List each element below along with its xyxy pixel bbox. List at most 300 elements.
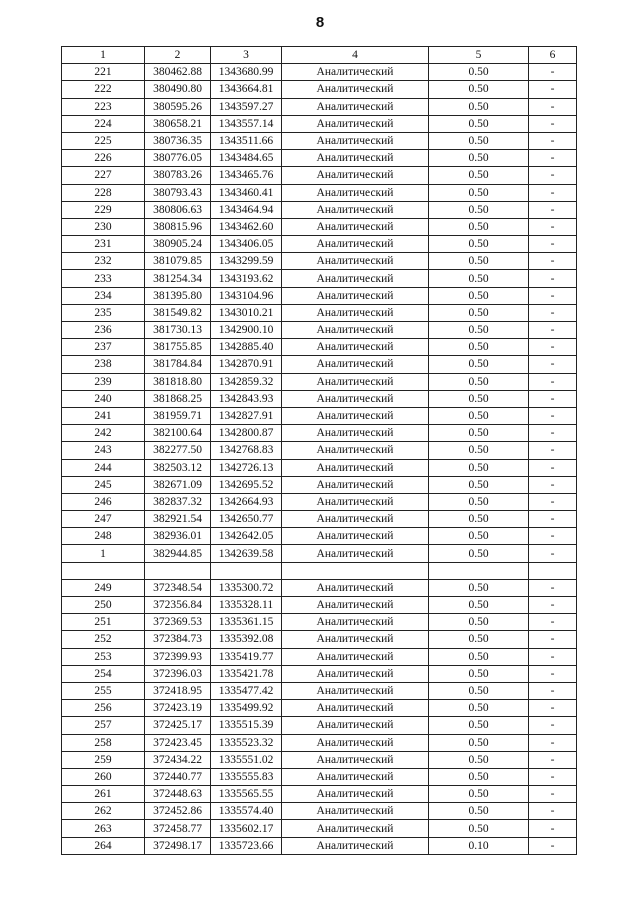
table-row: [62, 682, 577, 699]
table-cell: 1335361.15: [211, 614, 282, 631]
table-cell: 256: [62, 700, 145, 717]
table-cell: -: [529, 734, 577, 751]
table-cell: Аналитический: [282, 820, 429, 837]
table-cell: -: [529, 665, 577, 682]
table-cell: 254: [62, 665, 145, 682]
table-row: [62, 236, 577, 253]
table-cell: Аналитический: [282, 322, 429, 339]
table-cell: 260: [62, 768, 145, 785]
table-cell: 380736.35: [145, 132, 211, 149]
table-row: [62, 700, 577, 717]
table-cell: 0.50: [429, 442, 529, 459]
table-cell: 247: [62, 511, 145, 528]
table-cell: 0.50: [429, 253, 529, 270]
table-cell: -: [529, 648, 577, 665]
table-cell: -: [529, 150, 577, 167]
table-cell: -: [529, 700, 577, 717]
table-cell: 0.50: [429, 201, 529, 218]
table-cell: 1335392.08: [211, 631, 282, 648]
table-cell: 250: [62, 597, 145, 614]
table-cell: -: [529, 493, 577, 510]
table-cell: 380806.63: [145, 201, 211, 218]
table-cell: 372452.86: [145, 803, 211, 820]
table-cell: Аналитический: [282, 98, 429, 115]
table-cell: 0.50: [429, 425, 529, 442]
table-row: [62, 442, 577, 459]
table-cell: 1343597.27: [211, 98, 282, 115]
table-cell: Аналитический: [282, 201, 429, 218]
table-row: [62, 786, 577, 803]
table-row: [62, 803, 577, 820]
column-header: 3: [211, 47, 282, 64]
table-cell: 0.50: [429, 407, 529, 424]
table-cell: 0.50: [429, 167, 529, 184]
table-row: [62, 425, 577, 442]
table-cell: -: [529, 425, 577, 442]
table-cell: Аналитический: [282, 184, 429, 201]
table-cell: 0.50: [429, 64, 529, 81]
table-cell: 0.50: [429, 287, 529, 304]
table-cell: 0.50: [429, 493, 529, 510]
table-cell: -: [529, 803, 577, 820]
table-cell: 380658.21: [145, 115, 211, 132]
table-cell: 231: [62, 236, 145, 253]
table-cell: 382100.64: [145, 425, 211, 442]
page-number: 8: [315, 14, 325, 31]
table-cell: 1342900.10: [211, 322, 282, 339]
table-cell: 381959.71: [145, 407, 211, 424]
table-cell: Аналитический: [282, 115, 429, 132]
table-cell: 0.50: [429, 132, 529, 149]
table-cell: -: [529, 270, 577, 287]
table-cell: 372434.22: [145, 751, 211, 768]
table-cell: 1342827.91: [211, 407, 282, 424]
table-cell: -: [529, 339, 577, 356]
table-cell: 0.50: [429, 459, 529, 476]
table-cell: 1343464.94: [211, 201, 282, 218]
table-cell: -: [529, 132, 577, 149]
table-cell: 225: [62, 132, 145, 149]
table-cell: -: [529, 64, 577, 81]
table-cell: 1335419.77: [211, 648, 282, 665]
table-cell: 380490.80: [145, 81, 211, 98]
table-cell: 251: [62, 614, 145, 631]
table-cell: -: [529, 373, 577, 390]
table-cell: Аналитический: [282, 493, 429, 510]
table-cell: Аналитический: [282, 545, 429, 562]
table-cell: [211, 562, 282, 579]
table-row: [62, 476, 577, 493]
table-cell: Аналитический: [282, 425, 429, 442]
table-cell: 0.50: [429, 115, 529, 132]
table-cell: -: [529, 236, 577, 253]
table-cell: 1342768.83: [211, 442, 282, 459]
table-cell: 0.50: [429, 631, 529, 648]
table-cell: 0.50: [429, 304, 529, 321]
table-cell: 1343193.62: [211, 270, 282, 287]
table-cell: 1335421.78: [211, 665, 282, 682]
table-cell: 1343406.05: [211, 236, 282, 253]
table-cell: Аналитический: [282, 407, 429, 424]
table-cell: 1343462.60: [211, 218, 282, 235]
table-cell: 382944.85: [145, 545, 211, 562]
table-cell: 248: [62, 528, 145, 545]
table-cell: 224: [62, 115, 145, 132]
table-cell: -: [529, 786, 577, 803]
table-cell: 0.50: [429, 150, 529, 167]
table-cell: -: [529, 407, 577, 424]
table-cell: 237: [62, 339, 145, 356]
column-header: 6: [529, 47, 577, 64]
table-row: [62, 493, 577, 510]
table-cell: Аналитический: [282, 786, 429, 803]
table-cell: 380793.43: [145, 184, 211, 201]
table-row: [62, 339, 577, 356]
table-cell: 0.50: [429, 81, 529, 98]
table-row: [62, 631, 577, 648]
table-cell: 1342870.91: [211, 356, 282, 373]
table-cell: Аналитический: [282, 734, 429, 751]
table-cell: -: [529, 511, 577, 528]
table-row: [62, 98, 577, 115]
table-cell: 382671.09: [145, 476, 211, 493]
table-cell: 263: [62, 820, 145, 837]
table-cell: 372423.45: [145, 734, 211, 751]
table-cell: 223: [62, 98, 145, 115]
table-row: [62, 511, 577, 528]
table-cell: -: [529, 287, 577, 304]
table-cell: Аналитический: [282, 64, 429, 81]
table-cell: 381730.13: [145, 322, 211, 339]
table-cell: 1335328.11: [211, 597, 282, 614]
table-cell: 252: [62, 631, 145, 648]
table-row: [62, 64, 577, 81]
table-cell: 0.50: [429, 614, 529, 631]
table-cell: -: [529, 459, 577, 476]
table-cell: 372384.73: [145, 631, 211, 648]
table-cell: 1342642.05: [211, 528, 282, 545]
table-cell: 240: [62, 390, 145, 407]
coordinates-table: [61, 46, 577, 855]
table-cell: 1342800.87: [211, 425, 282, 442]
table-row: [62, 665, 577, 682]
table-cell: -: [529, 201, 577, 218]
table-row: [62, 614, 577, 631]
table-row: [62, 287, 577, 304]
table-cell: Аналитический: [282, 150, 429, 167]
column-header: 5: [429, 47, 529, 64]
table-cell: 382277.50: [145, 442, 211, 459]
table-cell: 0.50: [429, 734, 529, 751]
table-cell: 381395.80: [145, 287, 211, 304]
table-cell: Аналитический: [282, 682, 429, 699]
table-cell: 0.50: [429, 665, 529, 682]
table-cell: Аналитический: [282, 253, 429, 270]
table-cell: -: [529, 253, 577, 270]
table-cell: 0.50: [429, 528, 529, 545]
column-header: 4: [282, 47, 429, 64]
table-cell: Аналитический: [282, 803, 429, 820]
table-cell: 1335300.72: [211, 579, 282, 596]
table-cell: 372396.03: [145, 665, 211, 682]
table-cell: Аналитический: [282, 459, 429, 476]
table-cell: -: [529, 837, 577, 854]
table-cell: 0.50: [429, 98, 529, 115]
table-cell: Аналитический: [282, 373, 429, 390]
table-cell: 1343557.14: [211, 115, 282, 132]
table-cell: 1335723.66: [211, 837, 282, 854]
table-cell: Аналитический: [282, 304, 429, 321]
table-cell: 381784.84: [145, 356, 211, 373]
table-cell: 1342695.52: [211, 476, 282, 493]
table-cell: 239: [62, 373, 145, 390]
table-cell: 372348.54: [145, 579, 211, 596]
table-cell: 1343680.99: [211, 64, 282, 81]
table-cell: [529, 562, 577, 579]
table-cell: 236: [62, 322, 145, 339]
table-cell: 0.50: [429, 820, 529, 837]
table-cell: 382921.54: [145, 511, 211, 528]
table-row: [62, 81, 577, 98]
table-cell: 221: [62, 64, 145, 81]
table-cell: 381818.80: [145, 373, 211, 390]
table-cell: 1342726.13: [211, 459, 282, 476]
table-cell: 372440.77: [145, 768, 211, 785]
table-cell: -: [529, 545, 577, 562]
table-body: [62, 64, 577, 855]
table-row: [62, 270, 577, 287]
table-row: [62, 132, 577, 149]
table-cell: 257: [62, 717, 145, 734]
table-cell: 246: [62, 493, 145, 510]
table-cell: 382936.01: [145, 528, 211, 545]
table-cell: -: [529, 476, 577, 493]
table-cell: 382837.32: [145, 493, 211, 510]
table-cell: 238: [62, 356, 145, 373]
table-cell: 1342885.40: [211, 339, 282, 356]
table-cell: 380462.88: [145, 64, 211, 81]
table-cell: 245: [62, 476, 145, 493]
table-cell: 372356.84: [145, 597, 211, 614]
table-cell: 0.50: [429, 751, 529, 768]
table-cell: 380905.24: [145, 236, 211, 253]
table-cell: 1342639.58: [211, 545, 282, 562]
table-cell: -: [529, 356, 577, 373]
table-cell: Аналитический: [282, 442, 429, 459]
table-cell: 228: [62, 184, 145, 201]
table-row: [62, 167, 577, 184]
table-cell: 0.50: [429, 803, 529, 820]
table-row: [62, 562, 577, 579]
table-cell: 0.50: [429, 700, 529, 717]
table-row: [62, 322, 577, 339]
table-row: [62, 597, 577, 614]
table-cell: 1343465.76: [211, 167, 282, 184]
table-cell: 227: [62, 167, 145, 184]
table-cell: 0.50: [429, 339, 529, 356]
table-cell: -: [529, 528, 577, 545]
table-cell: 243: [62, 442, 145, 459]
table-cell: 0.50: [429, 648, 529, 665]
table-cell: 1343484.65: [211, 150, 282, 167]
table-cell: 1335477.42: [211, 682, 282, 699]
table-cell: -: [529, 682, 577, 699]
table-cell: 0.50: [429, 545, 529, 562]
table-row: [62, 734, 577, 751]
table-row: [62, 768, 577, 785]
table-cell: Аналитический: [282, 700, 429, 717]
table-cell: 0.50: [429, 322, 529, 339]
table-cell: Аналитический: [282, 631, 429, 648]
table-cell: 372425.17: [145, 717, 211, 734]
table-cell: -: [529, 322, 577, 339]
table-cell: 372399.93: [145, 648, 211, 665]
table-cell: 380815.96: [145, 218, 211, 235]
table-cell: 1343511.66: [211, 132, 282, 149]
table-cell: Аналитический: [282, 218, 429, 235]
table-cell: -: [529, 579, 577, 596]
table-cell: Аналитический: [282, 236, 429, 253]
table-cell: -: [529, 304, 577, 321]
table-cell: 1335602.17: [211, 820, 282, 837]
table-cell: 258: [62, 734, 145, 751]
table-cell: 1335551.02: [211, 751, 282, 768]
table-row: [62, 115, 577, 132]
table-cell: [62, 562, 145, 579]
table-cell: 380595.26: [145, 98, 211, 115]
table-cell: 1335555.83: [211, 768, 282, 785]
table-cell: Аналитический: [282, 837, 429, 854]
table-cell: 381254.34: [145, 270, 211, 287]
table-cell: 0.50: [429, 356, 529, 373]
table-cell: 1343460.41: [211, 184, 282, 201]
table-row: [62, 356, 577, 373]
table-cell: Аналитический: [282, 132, 429, 149]
table-cell: 0.50: [429, 786, 529, 803]
table-cell: -: [529, 614, 577, 631]
table-row: [62, 751, 577, 768]
table-cell: 372369.53: [145, 614, 211, 631]
table-row: [62, 837, 577, 854]
table-row: [62, 150, 577, 167]
table-cell: -: [529, 81, 577, 98]
table-cell: 1342650.77: [211, 511, 282, 528]
table-cell: 0.50: [429, 390, 529, 407]
table-row: [62, 373, 577, 390]
table-cell: 0.10: [429, 837, 529, 854]
table-cell: -: [529, 820, 577, 837]
table-row: [62, 459, 577, 476]
table-cell: 241: [62, 407, 145, 424]
table-cell: 232: [62, 253, 145, 270]
table-cell: -: [529, 390, 577, 407]
table-row: [62, 253, 577, 270]
table-header-row: [62, 47, 577, 64]
table-cell: Аналитический: [282, 287, 429, 304]
table-cell: Аналитический: [282, 390, 429, 407]
table-cell: 222: [62, 81, 145, 98]
table-cell: 0.50: [429, 270, 529, 287]
table-cell: 0.50: [429, 218, 529, 235]
table-cell: 1343664.81: [211, 81, 282, 98]
table-cell: [282, 562, 429, 579]
table-row: [62, 545, 577, 562]
table-cell: -: [529, 98, 577, 115]
table-cell: 253: [62, 648, 145, 665]
table-cell: 259: [62, 751, 145, 768]
table-cell: 1343010.21: [211, 304, 282, 321]
table-cell: Аналитический: [282, 81, 429, 98]
table-cell: -: [529, 751, 577, 768]
table-row: [62, 201, 577, 218]
table-cell: 1342843.93: [211, 390, 282, 407]
table-cell: [429, 562, 529, 579]
table-cell: Аналитический: [282, 167, 429, 184]
table-cell: 226: [62, 150, 145, 167]
table-row: [62, 184, 577, 201]
table-cell: 1343299.59: [211, 253, 282, 270]
table-cell: Аналитический: [282, 528, 429, 545]
table-row: [62, 820, 577, 837]
table-cell: 0.50: [429, 476, 529, 493]
table-cell: [145, 562, 211, 579]
table-cell: 0.50: [429, 184, 529, 201]
table-cell: -: [529, 631, 577, 648]
table-cell: 0.50: [429, 717, 529, 734]
table-cell: 1: [62, 545, 145, 562]
table-cell: 381079.85: [145, 253, 211, 270]
table-cell: Аналитический: [282, 648, 429, 665]
table-cell: -: [529, 442, 577, 459]
column-header: 2: [145, 47, 211, 64]
table-cell: 372498.17: [145, 837, 211, 854]
table-cell: 244: [62, 459, 145, 476]
table-cell: 1335574.40: [211, 803, 282, 820]
table-cell: 0.50: [429, 768, 529, 785]
table-cell: 230: [62, 218, 145, 235]
table-cell: 1342859.32: [211, 373, 282, 390]
table-cell: 380783.26: [145, 167, 211, 184]
table-cell: Аналитический: [282, 751, 429, 768]
table-cell: -: [529, 597, 577, 614]
table-cell: 1335565.55: [211, 786, 282, 803]
table-cell: 372458.77: [145, 820, 211, 837]
table-cell: Аналитический: [282, 768, 429, 785]
table-cell: 233: [62, 270, 145, 287]
table-row: [62, 390, 577, 407]
table-cell: Аналитический: [282, 579, 429, 596]
table-cell: 255: [62, 682, 145, 699]
table-cell: 242: [62, 425, 145, 442]
table-cell: Аналитический: [282, 339, 429, 356]
table-cell: 229: [62, 201, 145, 218]
table-cell: 1342664.93: [211, 493, 282, 510]
table-cell: -: [529, 167, 577, 184]
table-cell: Аналитический: [282, 476, 429, 493]
table-cell: 234: [62, 287, 145, 304]
table-cell: 249: [62, 579, 145, 596]
table-cell: -: [529, 115, 577, 132]
table-cell: 372448.63: [145, 786, 211, 803]
table-cell: 1335523.32: [211, 734, 282, 751]
table-row: [62, 717, 577, 734]
table-cell: 372418.95: [145, 682, 211, 699]
table-cell: 0.50: [429, 579, 529, 596]
table-cell: 0.50: [429, 597, 529, 614]
table-cell: 381549.82: [145, 304, 211, 321]
table-cell: 381755.85: [145, 339, 211, 356]
table-cell: 235: [62, 304, 145, 321]
